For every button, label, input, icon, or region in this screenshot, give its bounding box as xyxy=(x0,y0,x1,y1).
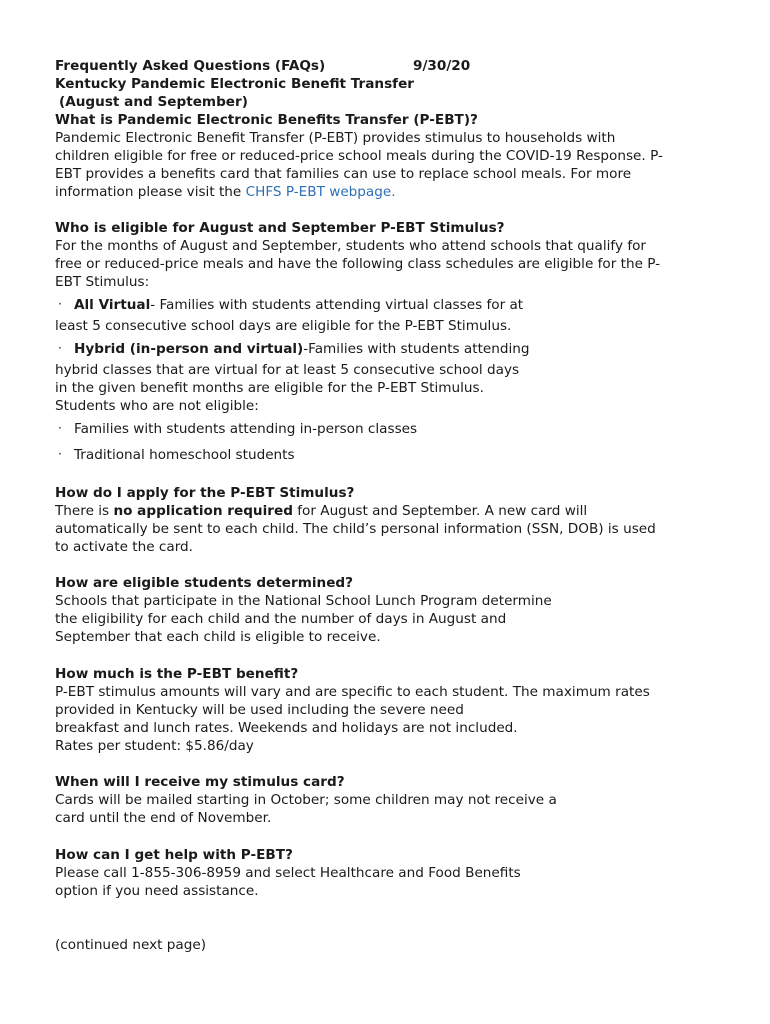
rate-per-student: Rates per student: $5.86/day xyxy=(55,738,254,754)
answer-line: provided in Kentucky will be used including the severe need xyxy=(55,702,464,718)
answer-line: Schools that participate in the National School Lunch Program determine xyxy=(55,593,552,609)
answer-line: the eligibility for each child and the number of days in August and xyxy=(55,611,507,627)
bullet-icon: · xyxy=(58,421,62,435)
not-eligible-item: Traditional homeschool students xyxy=(74,447,295,463)
answer-line: Please call 1-855-306-8959 and select Healthcare and Food Benefits xyxy=(55,865,521,881)
answer-line: EBT provides a benefits card that families can use to replace school meals. For more xyxy=(55,166,632,182)
bullet-continuation: hybrid classes that are virtual for at least 5 consecutive school days xyxy=(55,362,520,378)
question-who-is-eligible: Who is eligible for August and September P-EBT Stimulus? xyxy=(55,220,505,236)
bullet-continuation: least 5 consecutive school days are eligible for the P-EBT Stimulus. xyxy=(55,318,512,334)
bullet-icon: · xyxy=(58,447,62,461)
answer-line: card until the end of November. xyxy=(55,810,272,826)
no-application-required: no application required xyxy=(113,503,293,519)
answer-line xyxy=(55,183,396,201)
bullet-continuation: in the given benefit months are eligible for the P-EBT Stimulus. xyxy=(55,380,484,396)
bullet-all-virtual xyxy=(74,296,523,314)
answer-line: EBT Stimulus: xyxy=(55,274,150,290)
answer-line xyxy=(55,502,587,520)
program-title: Kentucky Pandemic Electronic Benefit Transfer xyxy=(55,76,415,92)
answer-line: children eligible for free or reduced-price school meals during the COVID-19 Response. P- xyxy=(55,148,663,164)
bullet-text: - Families with students attending virtual classes for at xyxy=(150,297,524,313)
question-benefit-amount: How much is the P-EBT benefit? xyxy=(55,666,299,682)
question-receive-card: When will I receive my stimulus card? xyxy=(55,774,345,790)
answer-line: Pandemic Electronic Benefit Transfer (P-EBT) provides stimulus to households with xyxy=(55,130,616,146)
bullet-label: All Virtual xyxy=(74,297,151,313)
answer-line: breakfast and lunch rates. Weekends and holidays are not included. xyxy=(55,720,518,736)
not-eligible-heading: Students who are not eligible: xyxy=(55,398,259,414)
chfs-pebt-webpage-link[interactable]: CHFS P-EBT webpage. xyxy=(245,184,396,200)
bullet-label: Hybrid (in-person and virtual) xyxy=(74,341,304,357)
answer-line: P-EBT stimulus amounts will vary and are specific to each student. The maximum rates xyxy=(55,684,650,700)
faq-title: Frequently Asked Questions (FAQs) xyxy=(55,58,326,74)
answer-line: option if you need assistance. xyxy=(55,883,259,899)
answer-line: Cards will be mailed starting in October; some children may not receive a xyxy=(55,792,557,808)
not-eligible-item: Families with students attending in-person classes xyxy=(74,421,418,437)
answer-line: free or reduced-price meals and have the following class schedules are eligible for the P- xyxy=(55,256,661,272)
question-how-to-apply: How do I apply for the P-EBT Stimulus? xyxy=(55,485,355,501)
question-what-is-pebt: What is Pandemic Electronic Benefits Transfer (P-EBT)? xyxy=(55,112,478,128)
faq-date: 9/30/20 xyxy=(413,58,471,74)
program-months: (August and September) xyxy=(59,94,248,110)
continued-next-page: (continued next page) xyxy=(55,937,207,953)
bullet-icon: · xyxy=(58,297,62,311)
bullet-icon: · xyxy=(58,341,62,355)
bullet-hybrid xyxy=(74,340,530,358)
answer-line: to activate the card. xyxy=(55,539,194,555)
answer-line: September that each child is eligible to receive. xyxy=(55,629,381,645)
question-eligibility-determined: How are eligible students determined? xyxy=(55,575,354,591)
question-get-help: How can I get help with P-EBT? xyxy=(55,847,293,863)
answer-line: For the months of August and September, students who attend schools that qualify for xyxy=(55,238,647,254)
answer-text: There is xyxy=(55,503,114,519)
answer-text: information please visit the xyxy=(55,184,246,200)
answer-line: automatically be sent to each child. The child’s personal information (SSN, DOB) is used xyxy=(55,521,656,537)
bullet-text: -Families with students attending xyxy=(303,341,530,357)
answer-text: for August and September. A new card will xyxy=(292,503,588,519)
